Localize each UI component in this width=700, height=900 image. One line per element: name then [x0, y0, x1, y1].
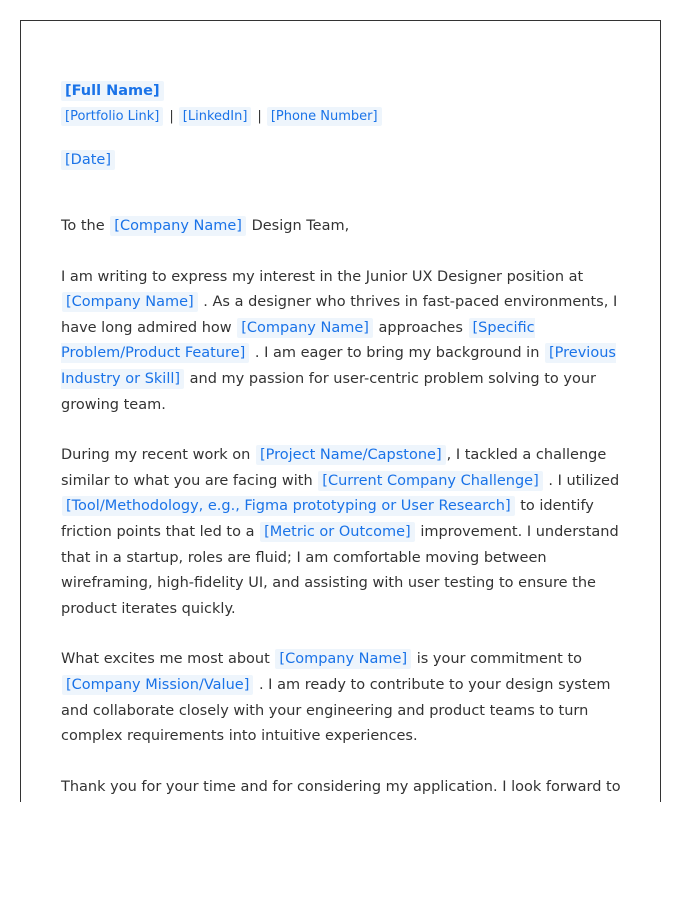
project-name-placeholder[interactable]: [Project Name/Capstone] — [256, 445, 446, 465]
p3-text-2: is your commitment to — [416, 651, 583, 668]
company-name-placeholder[interactable]: [Company Name] — [275, 649, 411, 669]
p2-text-2: , I tackled a challenge similar to what you are facing with — [61, 447, 607, 489]
tool-methodology-placeholder[interactable]: [Tool/Methodology, e.g., Figma prototyping or User Research] — [62, 496, 515, 516]
p2-text-3: . I utilized — [548, 472, 620, 489]
company-name-placeholder[interactable]: [Company Name] — [237, 318, 373, 338]
greeting — [61, 214, 627, 240]
p2-text-4: to identify friction points that led to a — [61, 498, 594, 540]
p1-text-3: approaches — [378, 319, 463, 336]
letter-page — [20, 20, 661, 802]
contact-separator: | — [257, 109, 262, 124]
company-name-placeholder[interactable]: [Company Name] — [110, 216, 246, 236]
metric-outcome-placeholder[interactable]: [Metric or Outcome] — [260, 522, 415, 542]
product-feature-placeholder[interactable]: [Specific Problem/Product Feature] — [61, 319, 535, 362]
portfolio-link-placeholder[interactable]: [Portfolio Link] — [61, 107, 163, 126]
company-challenge-placeholder[interactable]: [Current Company Challenge] — [318, 471, 542, 491]
paragraph-experience — [61, 443, 627, 622]
greeting-prefix: To the — [61, 218, 105, 234]
p1-text-1: I am writing to express my interest in the Junior UX Designer position at — [61, 268, 584, 285]
company-mission-placeholder[interactable]: [Company Mission/Value] — [62, 675, 253, 695]
date-placeholder[interactable]: [Date] — [61, 150, 115, 170]
date-line — [61, 150, 627, 170]
letter-body — [61, 81, 627, 800]
phone-number-placeholder[interactable]: [Phone Number] — [267, 107, 382, 126]
company-name-placeholder[interactable]: [Company Name] — [62, 292, 198, 312]
greeting-suffix: Design Team, — [251, 218, 350, 234]
full-name-placeholder[interactable]: [Full Name] — [61, 81, 164, 101]
p2-text-5: improvement. I understand that in a startup, roles are fluid; I am comfortable moving between wireframing, high-fidelity UI, and assisting with user testing to ensure the product iterates quickly. — [61, 523, 619, 617]
paragraph-motivation — [61, 647, 627, 749]
contact-line — [61, 107, 627, 127]
p2-text-1: During my recent work on — [61, 447, 251, 464]
contact-separator: | — [169, 109, 174, 124]
p3-text-1: What excites me most about — [61, 651, 270, 668]
p3-text-3: . I am ready to contribute to your design system and collaborate closely with your engineering and product teams to turn complex requirements into intuitive experiences. — [61, 676, 611, 745]
paragraph-closing — [61, 775, 627, 801]
previous-industry-placeholder[interactable]: [Previous Industry or Skill] — [61, 345, 616, 387]
p1-text-5: and my passion for user-centric problem solving to your growing team. — [61, 370, 597, 413]
paragraph-interest — [61, 265, 627, 419]
p1-text-4: . I am eager to bring my background in — [254, 345, 540, 362]
p4-text-1: Thank you for your time and for considering my application. I look forward to — [61, 778, 621, 795]
p1-text-2: . As a designer who thrives in fast-paced environments, I have long admired how — [61, 294, 618, 336]
linkedin-placeholder[interactable]: [LinkedIn] — [179, 107, 252, 126]
full-name-line — [61, 81, 627, 105]
